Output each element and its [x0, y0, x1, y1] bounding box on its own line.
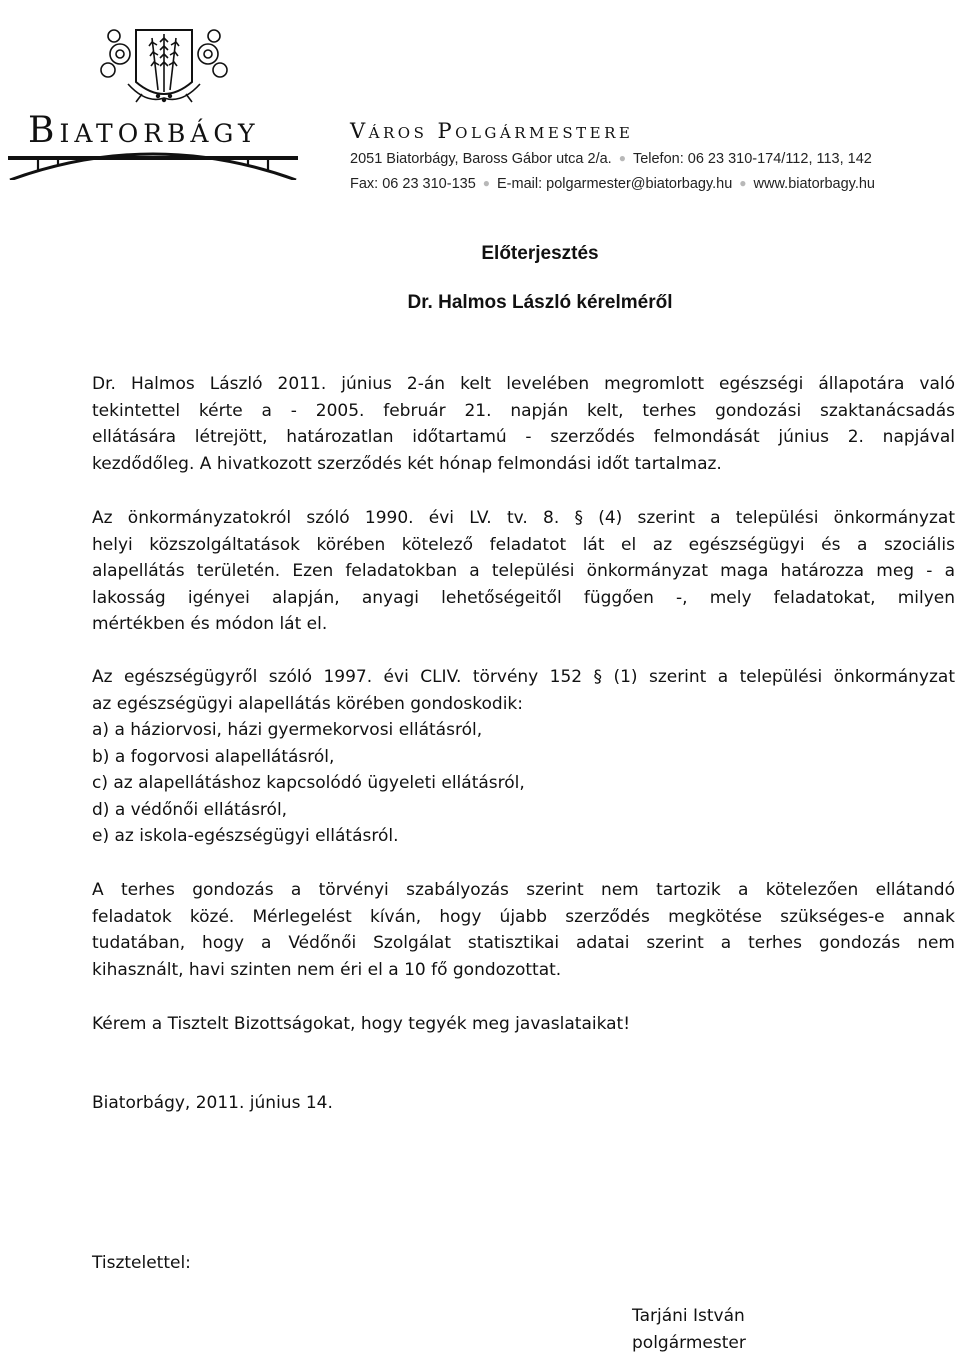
office-heading: Város Polgármestere [350, 119, 634, 143]
text-line: alapellátás területén. Ezen feladatokban a települési önkormányzat maga határozza meg - a [92, 561, 955, 581]
bullet-separator-icon: ● [739, 176, 747, 190]
phone-number: Telefon: 06 23 310-174/112, 113, 142 [632, 151, 872, 167]
text-line: kezdődőleg. A hivatkozott szerződés két hónap felmondási időt tartalmaz. [92, 453, 722, 474]
text-line: feladatok közé. Mérlegelést kíván, hogy újabb szerződés megkötése szükséges-e annak [92, 906, 955, 927]
paragraph-health-act [92, 664, 955, 850]
text-line: az egészségügyi alapellátás körében gondoskodik: [92, 693, 523, 714]
text-line: helyi közszolgáltatások körében kötelező feladatot lát el az egészségügyi és a szociális [92, 534, 955, 555]
signer-title: polgármester [632, 1332, 746, 1353]
list-item: a) a háziorvosi, házi gyermekorvosi ellátásról, [92, 720, 483, 740]
postal-address: 2051 Biatorbágy, Baross Gábor utca 2/a. [350, 151, 612, 167]
document-subtitle: Dr. Halmos László kérelméről [407, 292, 673, 313]
text-line: kihasznált, havi szinten nem éri el a 10 fő gondozottat. [92, 959, 562, 980]
closing-salutation: Tisztelettel: [92, 1253, 191, 1273]
text-line: Kérem a Tisztelt Bizottságokat, hogy tegyék meg javaslataikat! [92, 1014, 631, 1034]
signer-name: Tarjáni István [632, 1306, 745, 1326]
text-line: ellátására létrejött, határozatlan időtartamú - szerződés felmondását június 2. napjával [92, 427, 955, 447]
contact-line [350, 176, 875, 192]
paragraph-request-proposals [92, 1011, 955, 1038]
bullet-separator-icon: ● [482, 176, 491, 190]
text-line: lakosság igényei alapján, anyagi lehetőségeitől függően -, mely feladatokat, milyen [92, 587, 955, 608]
fax-number: Fax: 06 23 310-135 [350, 176, 476, 192]
text-line: tudatában, hogy a Védőnői Szolgálat statisztikai adatai szerint a terhes gondozás nem [92, 933, 955, 953]
signature-block [632, 1303, 746, 1356]
place-and-date: Biatorbágy, 2011. június 14. [92, 1093, 333, 1113]
paragraph-request [92, 371, 955, 477]
text-line: mértékben és módon lát el. [92, 614, 328, 634]
paragraph-assessment [92, 877, 955, 983]
list-item: b) a fogorvosi alapellátásról, [92, 746, 335, 767]
email-address[interactable]: E-mail: polgarmester@biatorbagy.hu [497, 176, 733, 192]
website-link[interactable]: www.biatorbagy.hu [753, 176, 875, 192]
paragraph-local-gov-act [92, 505, 955, 638]
text-line: A terhes gondozás a törvényi szabályozás szerint nem tartozik a kötelezően ellátandó [92, 880, 955, 900]
document-title: Előterjesztés [481, 243, 599, 264]
list-item: d) a védőnői ellátásról, [92, 799, 288, 820]
city-coat-of-arms-logo [8, 12, 298, 180]
text-line: Az egészségügyről szóló 1997. évi CLIV. törvény 152 § (1) szerint a települési önkormányzat [92, 667, 955, 687]
text-line: tekintettel kérte a - 2005. február 21. napján kelt, terhes gondozási szaktanácsadás [92, 400, 955, 421]
bullet-separator-icon: ● [618, 151, 626, 165]
list-item: e) az iskola-egészségügyi ellátásról. [92, 826, 399, 846]
text-line: Dr. Halmos László 2011. június 2-án kelt levelében megromlott egészségi állapotára való [92, 374, 955, 394]
list-item: c) az alapellátáshoz kapcsolódó ügyeleti ellátásról, [92, 773, 525, 793]
address-line [350, 151, 872, 167]
city-brand-name: Biatorbágy [28, 110, 260, 151]
text-line: Az önkormányzatokról szóló 1990. évi LV. tv. 8. § (4) szerint a települési önkormányzat [92, 508, 955, 528]
